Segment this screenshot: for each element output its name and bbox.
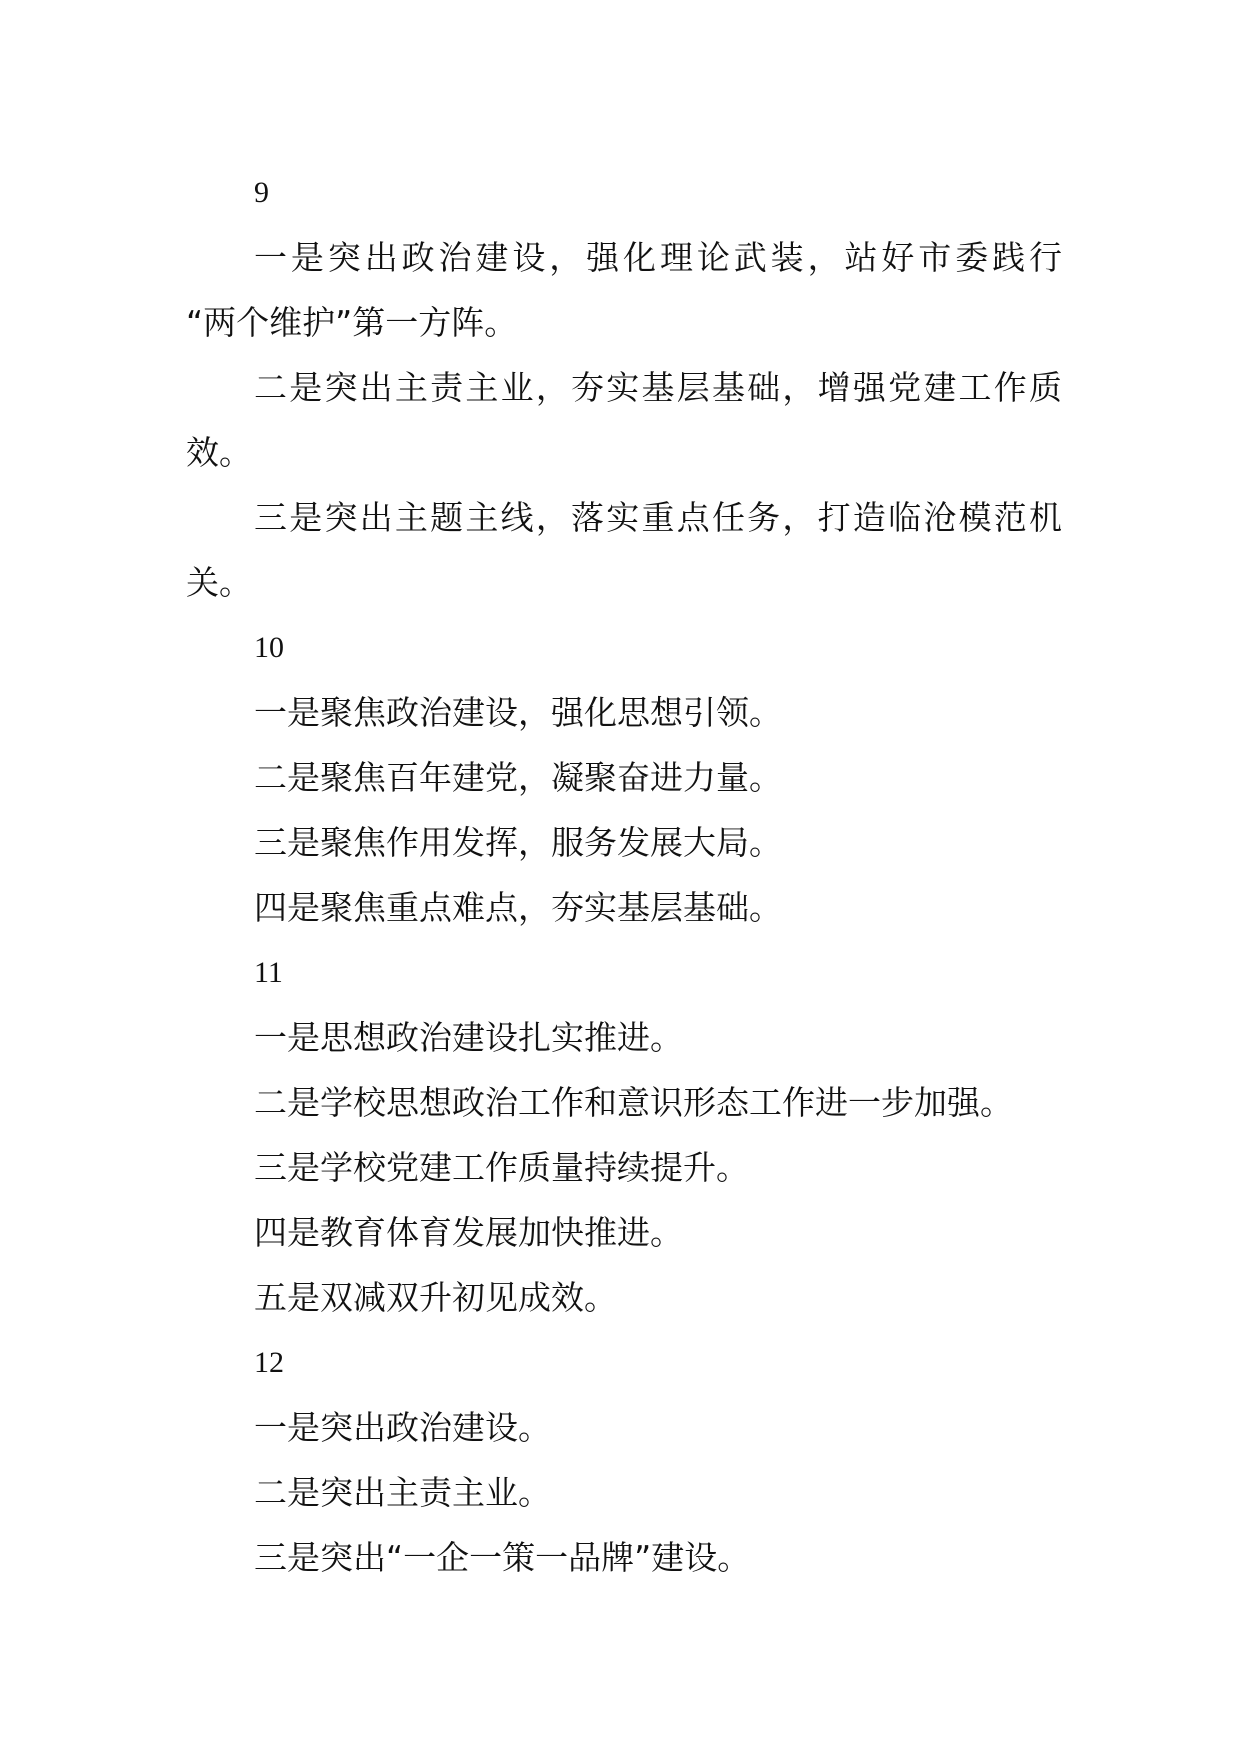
- paragraph-line: 效。: [186, 433, 252, 472]
- paragraph-line: 一是聚焦政治建设，强化思想引领。: [254, 693, 782, 732]
- paragraph-line: 三是突出“一企一策一品牌”建设。: [254, 1538, 751, 1577]
- paragraph-line: 关。: [186, 563, 252, 602]
- paragraph-line: “两个维护”第一方阵。: [186, 303, 518, 342]
- paragraph-line: 一是思想政治建设扎实推进。: [254, 1018, 683, 1057]
- paragraph-line: 四是聚焦重点难点，夯实基层基础。: [254, 888, 782, 927]
- paragraph-line: 五是双减双升初见成效。: [254, 1278, 617, 1317]
- paragraph-line: 一是突出政治建设。: [254, 1408, 551, 1447]
- paragraph-line: 三是学校党建工作质量持续提升。: [254, 1148, 749, 1187]
- paragraph-line: 一是突出政治建设，强化理论武装，站好市委践行: [254, 238, 1062, 277]
- paragraph-line: 二是突出主责主业。: [254, 1473, 551, 1512]
- paragraph-line: 二是突出主责主业，夯实基层基础，增强党建工作质: [254, 368, 1062, 407]
- section-number: 9: [254, 176, 269, 209]
- paragraph-line: 二是聚焦百年建党，凝聚奋进力量。: [254, 758, 782, 797]
- paragraph-line: 二是学校思想政治工作和意识形态工作进一步加强。: [254, 1083, 1013, 1122]
- paragraph-line: 三是聚焦作用发挥，服务发展大局。: [254, 823, 782, 862]
- paragraph-line: 四是教育体育发展加快推进。: [254, 1213, 683, 1252]
- section-number: 11: [254, 956, 283, 989]
- document-page: [186, 160, 1062, 1590]
- section-number: 12: [254, 1346, 284, 1379]
- section-number: 10: [254, 631, 284, 664]
- paragraph-line: 三是突出主题主线，落实重点任务，打造临沧模范机: [254, 498, 1062, 537]
